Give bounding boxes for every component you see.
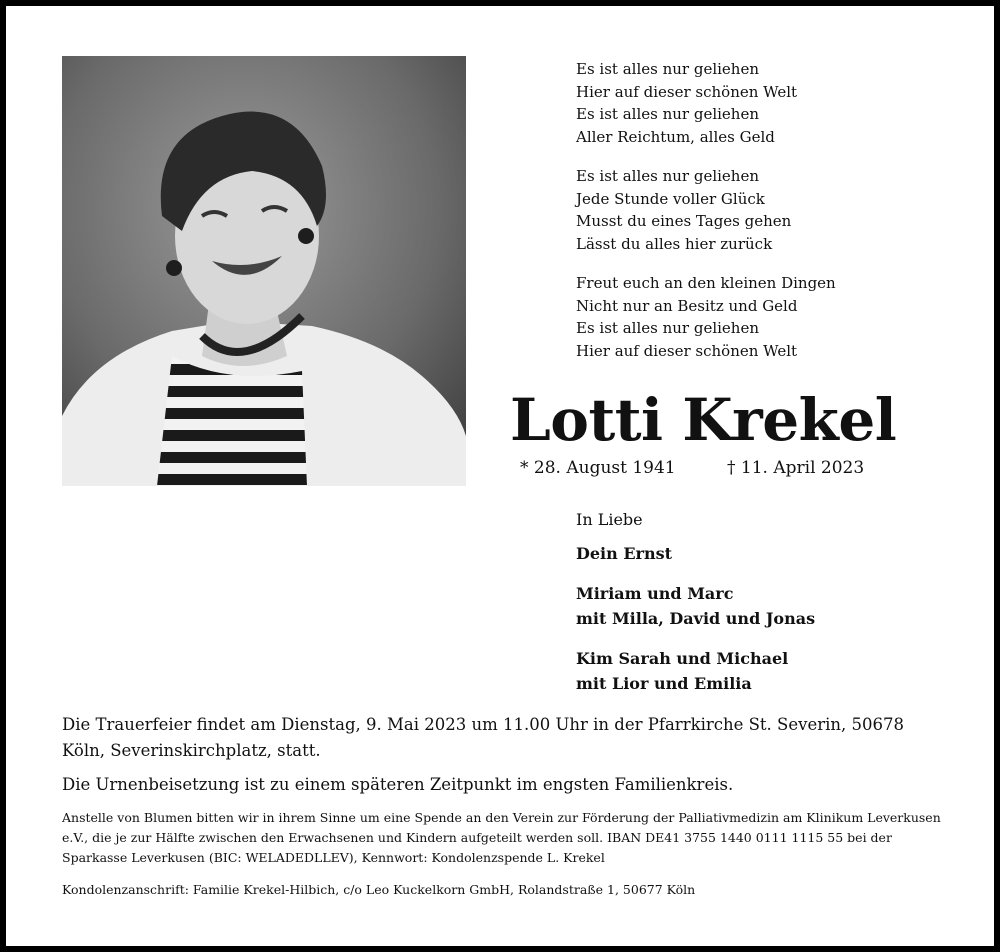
- family-line: Dein Ernst: [576, 544, 672, 563]
- funeral-info: Die Trauerfeier findet am Dienstag, 9. Mai 2023 um 11.00 Uhr in der Pfarrkirche St. Severin, 50678 Köln, Severinskirchplatz, statt.: [62, 715, 904, 760]
- poem-line: Es ist alles nur geliehen: [576, 60, 759, 78]
- poem-line: Es ist alles nur geliehen: [576, 167, 759, 185]
- poem-line: Hier auf dieser schönen Welt: [576, 82, 798, 101]
- deceased-name: Lotti Krekel: [510, 386, 897, 454]
- family-line: Kim Sarah und Michael: [576, 649, 789, 668]
- poem: [576, 58, 976, 379]
- poem-line: Aller Reichtum, alles Geld: [576, 127, 775, 146]
- family-group: [576, 581, 976, 631]
- poem-line: Es ist alles nur geliehen: [576, 319, 759, 337]
- urn-info: Die Urnenbeisetzung ist zu einem späteren Zeitpunkt im engsten Familienkreis.: [62, 775, 734, 794]
- poem-line: Lässt du alles hier zurück: [576, 234, 773, 253]
- poem-line: Jede Stunde voller Glück: [576, 189, 765, 208]
- family-group: [576, 541, 976, 566]
- family-line: Miriam und Marc: [576, 584, 734, 603]
- family-intro: In Liebe: [576, 510, 643, 529]
- poem-line: Hier auf dieser schönen Welt: [576, 341, 798, 360]
- family-signatures: [576, 508, 976, 711]
- poem-stanza-2: [576, 165, 976, 255]
- poem-line: Musst du eines Tages gehen: [576, 212, 792, 230]
- birth-date: * 28. August 1941: [520, 458, 676, 478]
- death-date: † 11. April 2023: [727, 458, 865, 478]
- poem-line: Freut euch an den kleinen Dingen: [576, 274, 836, 292]
- portrait-illustration: [62, 56, 466, 486]
- condolence-address: Kondolenzanschrift: Familie Krekel-Hilbich, c/o Leo Kuckelkorn GmbH, Rolandstraße 1, 50677 Köln: [62, 882, 696, 897]
- poem-stanza-1: [576, 58, 976, 148]
- poem-line: Es ist alles nur geliehen: [576, 105, 759, 123]
- poem-line: Nicht nur an Besitz und Geld: [576, 296, 798, 315]
- poem-stanza-3: [576, 272, 976, 362]
- family-line: mit Lior und Emilia: [576, 674, 752, 693]
- portrait-photo: [62, 56, 466, 486]
- donation-info: Anstelle von Blumen bitten wir in ihrem Sinne um eine Spende an den Verein zur Förderung der Palliativmedizin am Klinikum Leverkusen e.V., die je zur Hälfte zwischen den Erwachsenen und Kindern aufgeteilt werden soll. IBAN DE41 3755 1440 0111 1115 55 bei der Sparkasse Leverkusen (BIC: WELADEDLLEV), Kennwort: Kondolenzspende L. Krekel: [62, 810, 941, 865]
- family-group: [576, 646, 976, 696]
- family-line: mit Milla, David und Jonas: [576, 609, 816, 628]
